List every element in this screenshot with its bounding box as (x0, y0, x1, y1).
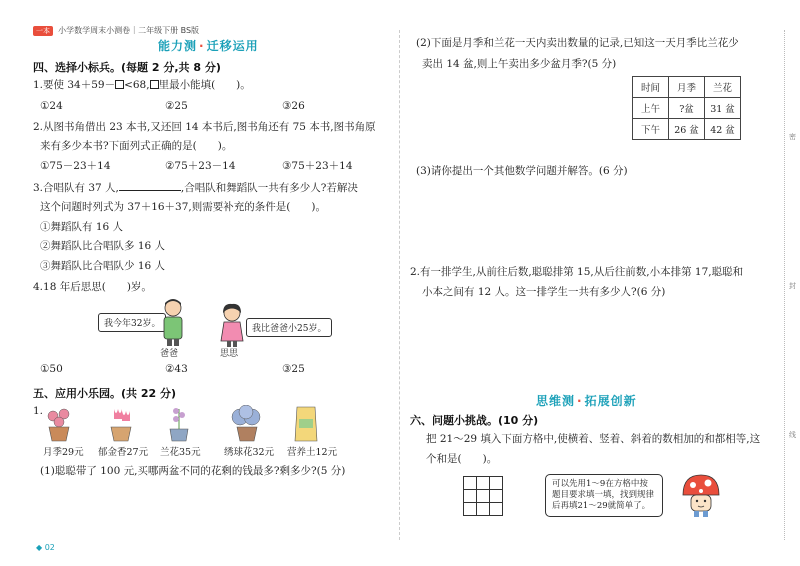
grid-cell[interactable] (490, 503, 503, 516)
side-mark: 密 (789, 133, 796, 141)
q5-sub-3: (3)请你提出一个其他数学问题并解答。(6 分) (416, 165, 628, 177)
speech-bubble-dad: 我今年32岁。 (98, 313, 166, 332)
grid-cell[interactable] (477, 477, 490, 490)
q1-text-a: 1.要使 34＋59－ (33, 79, 116, 91)
girl-figure-icon (218, 303, 246, 347)
header (33, 18, 199, 37)
table-cell: 42 盆 (705, 119, 741, 140)
grid-cell[interactable] (477, 490, 490, 503)
side-mark: 线 (789, 431, 796, 439)
q2-line-2: 来有多少本书?下面列式正确的是( )。 (40, 140, 233, 152)
table-row (633, 77, 741, 98)
grid-row (464, 490, 503, 503)
table-cell: 上午 (633, 98, 669, 119)
item-orchid: 兰花35元 (160, 447, 201, 458)
q2-option-1[interactable]: ①75－23＋14 (40, 160, 111, 172)
dad-label: 爸爸 (160, 349, 179, 359)
banner-thinking-b: 拓展创新 (584, 394, 637, 408)
table-cell: 26 盆 (669, 119, 705, 140)
q2-line-1: 2.从图书角借出 23 本书,又还回 14 本书后,图书角还有 75 本书,图书角原 (33, 121, 376, 133)
table-cell: ?盆 (669, 98, 705, 119)
q7-line-1: 把 21～29 填入下面方格中,使横着、竖着、斜着的数相加的和都相等,这 (426, 433, 761, 445)
page-number (36, 543, 55, 552)
binding-line (784, 30, 785, 540)
q3-option-2[interactable]: ②舞蹈队比合唱队多 16 人 (40, 240, 166, 252)
section-4-title: 四、选择小标兵。(每题 2 分,共 8 分) (33, 61, 221, 74)
column-divider (399, 30, 400, 540)
banner-thinking-a: 思维测 (536, 394, 576, 408)
q1-option-2[interactable]: ②25 (165, 100, 188, 112)
sales-table (632, 76, 741, 140)
table-cell: 31 盆 (705, 98, 741, 119)
section-6-title: 六、问题小挑战。(10 分) (410, 414, 539, 427)
q3-text-a: 3.合唱队有 37 人, (33, 182, 119, 194)
grid-cell[interactable] (490, 477, 503, 490)
q1-option-1[interactable]: ①24 (40, 100, 63, 112)
grid-cell[interactable] (464, 490, 477, 503)
q1-option-3[interactable]: ③26 (282, 100, 305, 112)
item-soil: 营养土12元 (287, 447, 338, 458)
q6-line-2: 小本之间有 12 人。这一排学生一共有多少人?(6 分) (422, 286, 666, 298)
table-cell: 下午 (633, 119, 669, 140)
speech-bubble-girl: 我比爸爸小25岁。 (246, 318, 332, 337)
table-header-cell: 兰花 (705, 77, 741, 98)
banner-dot: · (199, 39, 205, 53)
table-header-cell: 时间 (633, 77, 669, 98)
fill-blank[interactable] (119, 190, 181, 191)
orchid-pot-icon (166, 403, 192, 443)
grid-cell[interactable] (464, 477, 477, 490)
hint-box: 可以先用1～9在方格中按题目要求填一填，找到规律后再填21～29就简单了。 (545, 474, 663, 517)
grid-row (464, 477, 503, 490)
q3-line-2: 这个问题时列式为 37＋16＋37,则需要补充的条件是( )。 (40, 201, 326, 213)
girl-label: 思思 (220, 349, 239, 359)
q7-line-2: 个和是( )。 (426, 453, 498, 465)
q3-line-1 (33, 182, 358, 195)
q3-option-3[interactable]: ③舞蹈队比合唱队少 16 人 (40, 260, 166, 272)
q4-option-1[interactable]: ①50 (40, 363, 63, 375)
mushroom-mascot-icon (680, 473, 722, 519)
q4-option-3[interactable]: ③25 (282, 363, 305, 375)
hydrangea-pot-icon (230, 405, 264, 443)
answer-box[interactable] (115, 80, 124, 89)
q4-option-2[interactable]: ②43 (165, 363, 188, 375)
soil-bag-icon (293, 403, 319, 443)
page-marker-icon: ◆ (36, 543, 43, 552)
q1-text-c: 里最小能填( )。 (158, 79, 251, 91)
banner-ability-b: 迁移运用 (206, 39, 259, 53)
grid-row (464, 503, 503, 516)
item-tulip: 郁金香27元 (98, 447, 149, 458)
q5-sub-2-line-2: 卖出 14 盆,则上午卖出多少盆月季?(5 分) (422, 58, 617, 70)
q2-option-2[interactable]: ②75＋23－14 (165, 160, 236, 172)
header-title: 小学数学周末小测卷｜二年级下册 BS版 (58, 26, 200, 35)
magic-square-grid (463, 476, 503, 516)
q1-text-b: <68, (124, 79, 150, 91)
banner-thinking (536, 392, 637, 409)
table-row (633, 98, 741, 119)
grid-cell[interactable] (490, 490, 503, 503)
rose-pot-icon (44, 407, 74, 443)
q6-line-1: 2.有一排学生,从前往后数,聪聪排第 15,从后往前数,小本排第 17,聪聪和 (410, 266, 744, 278)
section-5-title: 五、应用小乐园。(共 22 分) (33, 387, 177, 400)
q5-sub-1: (1)聪聪带了 100 元,买哪两盆不同的花剩的钱最多?剩多少?(5 分) (40, 465, 346, 477)
q3-text-b: ,合唱队和舞蹈队一共有多少人?若解决 (180, 182, 358, 194)
grid-cell[interactable] (464, 503, 477, 516)
q5-sub-2-line-1: (2)下面是月季和兰花一天内卖出数量的记录,已知这一天月季比兰花少 (416, 37, 739, 49)
answer-box[interactable] (150, 80, 159, 89)
question-1 (33, 79, 251, 92)
item-rose: 月季29元 (43, 447, 84, 458)
tulip-pot-icon (106, 405, 136, 443)
banner-dot: · (577, 394, 583, 408)
grid-cell[interactable] (477, 503, 490, 516)
dad-figure-icon (158, 298, 188, 346)
q5-number: 1. (33, 405, 44, 417)
brand-logo: 一本 (33, 26, 53, 36)
page-number-text: 02 (44, 543, 55, 552)
side-mark: 封 (789, 282, 796, 290)
q2-option-3[interactable]: ③75＋23＋14 (282, 160, 353, 172)
item-hydrangea: 绣球花32元 (224, 447, 275, 458)
banner-ability-a: 能力测 (158, 39, 198, 53)
banner-ability (158, 37, 259, 54)
table-header-cell: 月季 (669, 77, 705, 98)
table-row (633, 119, 741, 140)
q3-option-1[interactable]: ①舞蹈队有 16 人 (40, 221, 124, 233)
q4-text: 4.18 年后思思( )岁。 (33, 281, 152, 293)
